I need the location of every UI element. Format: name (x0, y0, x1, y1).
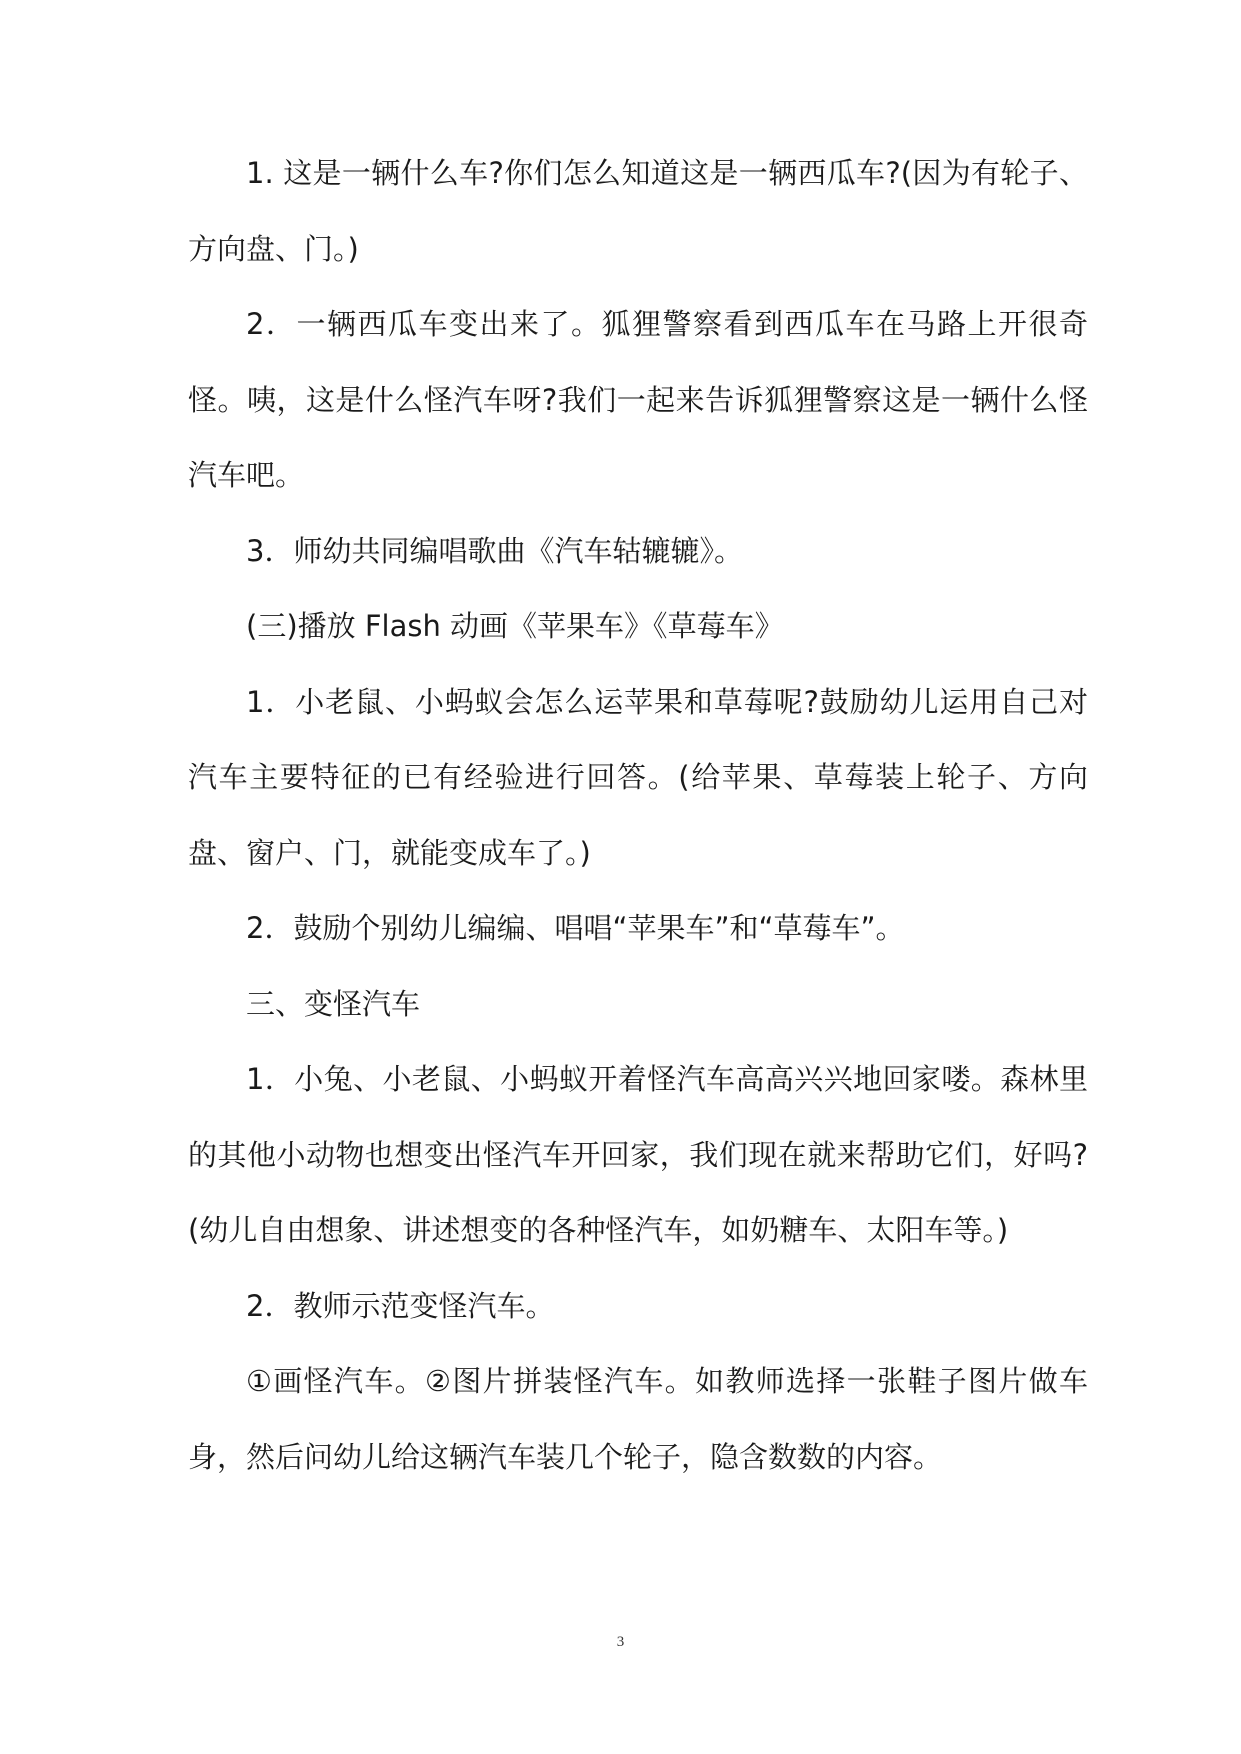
paragraph-3: 3．师幼共同编唱歌曲《汽车轱辘辘》。 (246, 533, 743, 568)
paragraph-10: ①画怪汽车。②图片拼装怪汽车。如教师选择一张鞋子图片做车身，然后问幼儿给这辆汽车装几个轮子，隐含数数的内容。 (188, 1364, 1088, 1474)
paragraph-5: 1．小老鼠、小蚂蚁会怎么运苹果和草莓呢?鼓励幼儿运用自己对汽车主要特征的已有经验进行回答。(给苹果、草莓装上轮子、方向盘、窗户、门，就能变成车了。) (188, 684, 1088, 870)
page-number: 3 (616, 1634, 625, 1650)
document-body (188, 136, 1088, 1495)
section-heading-flash: (三)播放 Flash 动画《苹果车》《草莓车》 (246, 609, 784, 643)
paragraph-9: 2．教师示范变怪汽车。 (246, 1288, 555, 1323)
paragraph-8: 1．小兔、小老鼠、小蚂蚁开着怪汽车高高兴兴地回家喽。森林里的其他小动物也想变出怪汽车开回家，我们现在就来帮助它们，好吗?(幼儿自由想象、讲述想变的各种怪汽车，如奶糖车、太阳车等。) (188, 1062, 1088, 1247)
paragraph-1: 1. 这是一辆什么车?你们怎么知道这是一辆西瓜车?(因为有轮子、方向盘、门。) (188, 156, 1088, 266)
paragraph-6: 2．鼓励个别幼儿编编、唱唱“苹果车”和“草莓车”。 (246, 911, 905, 945)
section-heading-3: 三、变怪汽车 (246, 986, 421, 1021)
paragraph-2: 2．一辆西瓜车变出来了。狐狸警察看到西瓜车在马路上开很奇怪。咦，这是什么怪汽车呀?我们一起来告诉狐狸警察这是一辆什么怪汽车吧。 (188, 307, 1088, 492)
